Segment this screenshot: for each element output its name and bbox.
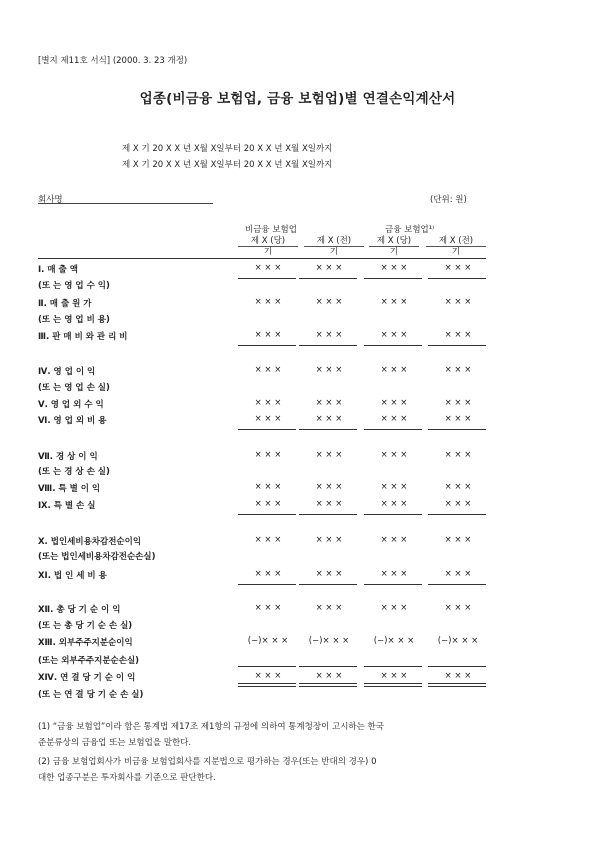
subtotal-rule <box>428 429 486 430</box>
subtotal-rule <box>238 666 296 667</box>
subtotal-rule <box>428 683 486 684</box>
period-line-prior: 제 X 기 20 X X 년 X월 X일부터 20 X X 년 X월 X일까지 <box>122 160 333 170</box>
row-label: (또 는 영 업 비 용) <box>38 315 110 325</box>
value-cell: × × × <box>315 569 343 579</box>
value-cell: × × × <box>380 450 408 460</box>
note-line: (1) “금융 보험업”이라 함은 통계법 제17조 제1항의 규정에 의하여 통계청장이 고시하는 한국 <box>38 722 384 732</box>
row-label: Ⅶ. 경 상 이 익 <box>38 452 98 462</box>
unit-label: (단위: 원) <box>430 195 467 205</box>
column-header: 제 X (전) 기 <box>426 236 486 257</box>
subtotal-rule <box>428 584 486 585</box>
value-cell: × × × <box>380 535 408 545</box>
value-cell: × × × <box>380 482 408 492</box>
value-cell: × × × <box>380 398 408 408</box>
value-cell: × × × <box>254 482 282 492</box>
value-cell: × × × <box>315 535 343 545</box>
header-rule <box>38 258 486 259</box>
value-cell: × × × <box>315 365 343 375</box>
column-header: 제 X (당) 기 <box>369 236 419 257</box>
value-cell: × × × <box>315 482 343 492</box>
subtotal-rule <box>238 514 296 515</box>
row-label: XⅣ. 연 결 당 기 순 이 익 <box>38 673 136 683</box>
row-label: XⅠ. 법 인 세 비 용 <box>38 571 107 581</box>
row-label: Ⅸ. 특 별 손 실 <box>38 501 96 511</box>
subtotal-rule <box>364 584 422 585</box>
value-cell: × × × <box>444 535 472 545</box>
note-line: (2) 금융 보험업회사가 비금융 보험업회사를 지분법으로 평가하는 경우(또는 반대의 경우) 0 <box>38 757 377 767</box>
value-cell: × × × <box>380 414 408 424</box>
subtotal-rule <box>428 686 486 687</box>
company-label: 회사명 <box>38 195 63 205</box>
value-cell: × × × <box>254 414 282 424</box>
value-cell: × × × <box>254 569 282 579</box>
subtotal-rule <box>428 345 486 346</box>
subtotal-rule <box>299 429 357 430</box>
subtotal-rule <box>238 345 296 346</box>
value-cell: × × × <box>444 297 472 307</box>
subtotal-rule <box>238 429 296 430</box>
value-cell: × × × <box>315 499 343 509</box>
value-cell: × × × <box>315 450 343 460</box>
value-cell: × × × <box>444 263 472 273</box>
value-cell: (−)× × × <box>308 636 350 646</box>
row-label: (또는 법인세비용차감전순손실) <box>38 552 156 562</box>
row-label: (또 는 연 결 당 기 순 손 실) <box>38 690 144 700</box>
nonfinancial-group-header: 비금융 보험업 <box>245 225 297 235</box>
row-label: (또 는 경 상 손 실) <box>38 467 110 477</box>
value-cell: × × × <box>380 330 408 340</box>
subtotal-rule <box>299 584 357 585</box>
value-cell: × × × <box>254 263 282 273</box>
statement-title: 업종(비금융 보험업, 금융 보험업)별 연결손익계산서 <box>139 91 456 107</box>
value-cell: × × × <box>254 450 282 460</box>
subtotal-rule <box>428 278 486 279</box>
value-cell: × × × <box>380 297 408 307</box>
note-line: 대한 업종구분은 투자회사를 기준으로 판단한다. <box>38 773 216 783</box>
subtotal-rule <box>299 345 357 346</box>
subtotal-rule <box>428 514 486 515</box>
subtotal-rule <box>299 683 357 684</box>
row-label: Ⅳ. 영 업 이 익 <box>38 367 96 377</box>
subtotal-rule <box>238 584 296 585</box>
value-cell: × × × <box>380 569 408 579</box>
value-cell: × × × <box>444 603 472 613</box>
row-label: Ⅷ. 특 별 이 익 <box>38 484 101 494</box>
form-id: [별지 제11호 서식] (2000. 3. 23 개정) <box>38 56 188 66</box>
value-cell: × × × <box>254 330 282 340</box>
value-cell: × × × <box>380 365 408 375</box>
row-label: Ⅰ. 매 출 액 <box>38 265 78 275</box>
subtotal-rule <box>364 345 422 346</box>
subtotal-rule <box>364 666 422 667</box>
row-label: XⅡ. 총 당 기 순 이 익 <box>38 605 121 615</box>
value-cell: × × × <box>444 414 472 424</box>
value-cell: × × × <box>254 297 282 307</box>
row-label: Ⅲ. 판 매 비 와 관 리 비 <box>38 332 128 342</box>
value-cell: × × × <box>254 603 282 613</box>
subtotal-rule <box>364 429 422 430</box>
value-cell: × × × <box>254 535 282 545</box>
subtotal-rule <box>299 278 357 279</box>
period-line-current: 제 X 기 20 X X 년 X월 X일부터 20 X X 년 X월 X일까지 <box>122 144 333 154</box>
subtotal-rule <box>364 686 422 687</box>
company-name-line <box>38 203 213 204</box>
value-cell: × × × <box>444 330 472 340</box>
subtotal-rule <box>364 683 422 684</box>
row-label: Ⅵ. 영 업 외 비 용 <box>38 416 107 426</box>
note-line: 준분류상의 금융업 또는 보험업을 말한다. <box>38 738 192 748</box>
value-cell: × × × <box>380 603 408 613</box>
column-header: 제 X (당) 기 <box>238 236 298 257</box>
subtotal-rule <box>238 683 296 684</box>
value-cell: × × × <box>444 450 472 460</box>
value-cell: × × × <box>380 499 408 509</box>
value-cell: × × × <box>254 398 282 408</box>
value-cell: × × × <box>315 398 343 408</box>
value-cell: × × × <box>315 297 343 307</box>
value-cell: × × × <box>444 569 472 579</box>
value-cell: × × × <box>315 414 343 424</box>
value-cell: × × × <box>315 263 343 273</box>
subtotal-rule <box>299 666 357 667</box>
value-cell: × × × <box>444 499 472 509</box>
subtotal-rule <box>364 278 422 279</box>
value-cell: × × × <box>444 398 472 408</box>
subtotal-rule <box>299 686 357 687</box>
value-cell: × × × <box>444 365 472 375</box>
value-cell: (−)× × × <box>373 636 415 646</box>
value-cell: (−)× × × <box>247 636 289 646</box>
row-label: (또 는 영 업 손 실) <box>38 383 110 393</box>
subtotal-rule <box>238 686 296 687</box>
row-label: XⅢ. 외부주주지분순이익 <box>38 638 133 648</box>
financial-group-header: 금융 보험업¹⁾ <box>385 225 435 235</box>
value-cell: × × × <box>315 671 343 681</box>
row-label: Ⅴ. 영 업 외 수 익 <box>38 400 104 410</box>
value-cell: × × × <box>444 671 472 681</box>
value-cell: (−)× × × <box>437 636 479 646</box>
value-cell: × × × <box>380 671 408 681</box>
subtotal-rule <box>238 278 296 279</box>
row-label: (또 는 영 업 수 익) <box>38 281 110 291</box>
subtotal-rule <box>428 666 486 667</box>
value-cell: × × × <box>254 499 282 509</box>
column-header: 제 X (전) 기 <box>304 236 364 257</box>
value-cell: × × × <box>315 330 343 340</box>
value-cell: × × × <box>444 482 472 492</box>
row-label: (또는 외부주주지분순손실) <box>38 656 140 666</box>
subtotal-rule <box>364 514 422 515</box>
subtotal-rule <box>299 514 357 515</box>
value-cell: × × × <box>380 263 408 273</box>
value-cell: × × × <box>254 365 282 375</box>
row-label: Ⅹ. 법인세비용차감전순이익 <box>38 537 142 547</box>
row-label: Ⅱ. 매 출 원 가 <box>38 299 92 309</box>
value-cell: × × × <box>315 603 343 613</box>
row-label: (또 는 총 당 기 순 손 실) <box>38 621 133 631</box>
value-cell: × × × <box>254 671 282 681</box>
